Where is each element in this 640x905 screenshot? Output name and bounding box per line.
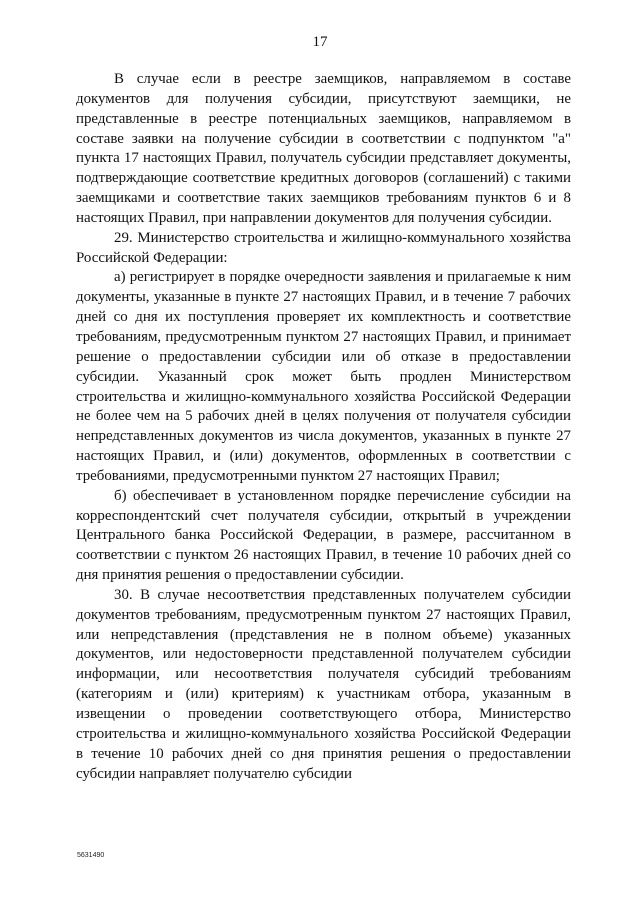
document-code: 5631490 [77,852,105,859]
paragraph-29b-transfer: б) обеспечивает в установленном порядке перечисление субсидии на корреспондентский счет получателя субсидии, открытый в учреждении Центрального банка Российской Федерации, в размере, рассчитанном в соответствии с пунктом 26 настоящих Правил, в течение 10 рабочих дней со дня принятия решения о предоставлении субсидии. [76,487,571,584]
paragraph-29-ministry: 29. Министерство строительства и жилищно-коммунального хозяйства Российской Федерации: [76,229,571,266]
paragraph-borrowers-registry: В случае если в реестре заемщиков, направляемом в составе документов для получения субсидии, присутствуют заемщики, не представленные в реестре потенциальных заемщиков, направляемом в составе заявки на получение субсидии в соответствии с подпунктом "а" пункта 17 настоящих Правил, получатель субсидии представляет документы, подтверждающие соответствие кредитных договоров (соглашений) с такими заемщиками и соответствие таких заемщиков требованиям пунктов 6 и 8 настоящих Правил, при направлении документов для получения субсидии. [76,71,571,226]
paragraph-29a-registration: а) регистрирует в порядке очередности заявления и прилагаемые к ним документы, указанные в пункте 27 настоящих Правил, и в течение 7 рабочих дней со дня их поступления проверяет их комплектность и соответствие требованиям, предусмотренным пунктом 27 настоящих Правил, и принимает решение о предоставлении субсидии или об отказе в предоставлении субсидии. Указанный срок может быть продлен Министерством строительства и жилищно-коммунального хозяйства Российской Федерации не более чем на 5 рабочих дней в целях получения от получателя субсидии непредставленных документов из числа документов, указанных в пункте 27 настоящих Правил, и (или) документов, оформленных в соответствии с требованиями, предусмотренными пунктом 27 настоящих Правил; [76,269,571,484]
page-number: 17 [312,34,328,50]
document-body [76,70,571,784]
paragraph-30-noncompliance: 30. В случае несоответствия представленных получателем субсидии документов требованиям, предусмотренным пунктом 27 настоящих Правил, или непредставления (представления не в полном объеме) указанных документов, или недостоверности представленной получателем субсидии информации, или несоответствия получателя субсидий требованиям (категориям и (или) критериям) к участникам отбора, указанным в извещении о проведении соответствующего отбора, Министерство строительства и жилищно-коммунального хозяйства Российской Федерации в течение 10 рабочих дней со дня принятия решения о предоставлении субсидии направляет получателю субсидии [76,586,571,782]
